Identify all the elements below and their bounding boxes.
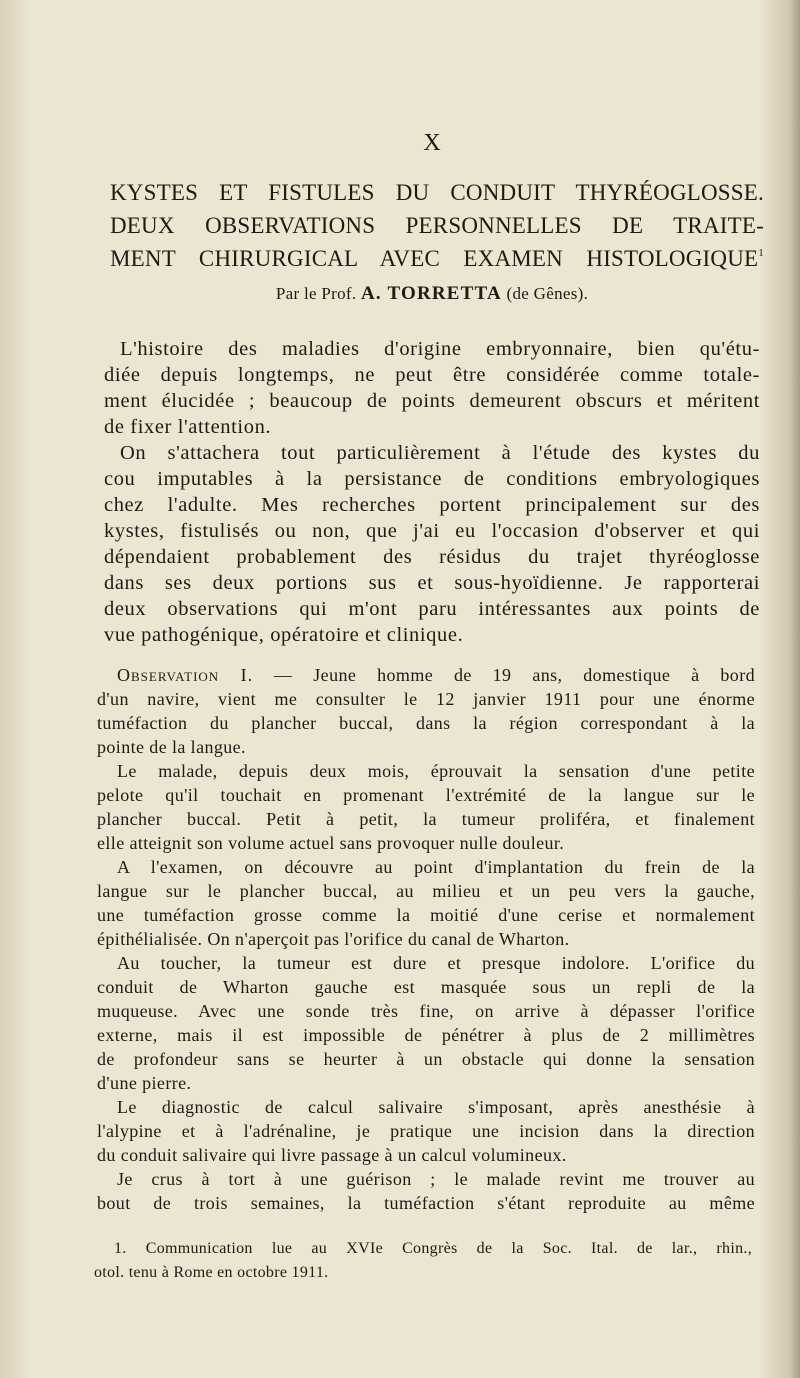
footnote-line: 1. Communication lue au XVIe Congrès de la Soc. Ital. de lar., rhin., (114, 1240, 752, 1257)
observation-line: épithélialisée. On n'aperçoit pas l'orifice du canal de Wharton. (97, 929, 570, 949)
observation-line: Le diagnostic de calcul salivaire s'imposant, après anesthésie à (117, 1097, 755, 1117)
observation-line: Au toucher, la tumeur est dure et presque indolore. L'orifice du (117, 953, 755, 973)
intro-line: dans ses deux portions sus et sous-hyoïdienne. Je rapporterai (104, 572, 760, 594)
observation-line: Le malade, depuis deux mois, éprouvait la sensation d'une petite (117, 761, 755, 781)
observation-line: de profondeur sans se heurter à un obstacle qui donne la sensation (97, 1049, 755, 1069)
intro-line: On s'attachera tout particulièrement à l'étude des kystes du (120, 442, 760, 464)
footnote-line: otol. tenu à Rome en octobre 1911. (94, 1264, 329, 1281)
observation-line: plancher buccal. Petit à petit, la tumeur proliféra, et finalement (97, 809, 755, 829)
observation-line: externe, mais il est impossible de pénétrer à plus de 2 millimètres (97, 1025, 755, 1045)
observation-heading-line (117, 665, 755, 686)
observation-line: tuméfaction du plancher buccal, dans la région correspondant à la (97, 713, 755, 733)
title-line-2: DEUX OBSERVATIONS PERSONNELLES DE TRAITE- (110, 213, 764, 238)
observation-line: d'une pierre. (97, 1073, 192, 1093)
observation-label: Observation I. (117, 665, 254, 685)
author-byline (104, 283, 760, 305)
title-line-3 (110, 246, 764, 272)
observation-line: langue sur le plancher buccal, au milieu et un peu vers la gauche, (97, 881, 755, 901)
observation-line: d'un navire, vient me consulter le 12 janvier 1911 pour une énorme (97, 689, 755, 709)
intro-line: L'histoire des maladies d'origine embryonnaire, bien qu'étu- (120, 338, 760, 360)
chapter-number: X (423, 130, 441, 156)
observation-line: du conduit salivaire qui livre passage à un calcul volumineux. (97, 1145, 567, 1165)
author-suffix: (de Gênes). (501, 284, 589, 303)
observation-line: Je crus à tort à une guérison ; le malade revint me trouver au (117, 1169, 755, 1189)
intro-line: de fixer l'attention. (104, 416, 272, 438)
intro-line: dépendaient probablement des résidus du trajet thyréoglosse (104, 546, 760, 568)
author-prefix: Par le Prof. (275, 284, 361, 303)
observation-line: une tuméfaction grosse comme la moitié d'une cerise et normalement (97, 905, 755, 925)
footnote-reference: 1 (758, 247, 764, 259)
intro-line: ment élucidée ; beaucoup de points demeurent obscurs et méritent (104, 390, 760, 412)
observation-line: muqueuse. Avec une sonde très fine, on arrive à dépasser l'orifice (97, 1001, 755, 1021)
observation-line: A l'examen, on découvre au point d'implantation du frein de la (117, 857, 755, 877)
intro-line: cou imputables à la persistance de conditions embryologiques (104, 468, 760, 490)
author-name: A. TORRETTA (360, 283, 502, 304)
observation-first-line-text: — Jeune homme de 19 ans, domestique à bord (253, 665, 755, 685)
intro-line: chez l'adulte. Mes recherches portent principalement sur des (104, 494, 760, 516)
intro-line: diée depuis longtemps, ne peut être considérée comme totale- (104, 364, 760, 386)
title-line-3-text: MENT CHIRURGICAL AVEC EXAMEN HISTOLOGIQUE (110, 246, 759, 271)
observation-line: pointe de la langue. (97, 737, 246, 757)
observation-line: l'alypine et à l'adrénaline, je pratique une incision dans la direction (97, 1121, 755, 1141)
observation-line: pelote qu'il touchait en promenant l'extrémité de la langue sur le (97, 785, 755, 805)
observation-line: elle atteignit son volume actuel sans provoquer nulle douleur. (97, 833, 565, 853)
observation-line: bout de trois semaines, la tuméfaction s'étant reproduite au même (97, 1193, 755, 1213)
intro-line: deux observations qui m'ont paru intéressantes aux points de (104, 598, 760, 620)
intro-line: vue pathogénique, opératoire et clinique. (104, 624, 464, 646)
intro-line: kystes, fistulisés ou non, que j'ai eu l'occasion d'observer et qui (104, 520, 760, 542)
title-line-1: KYSTES ET FISTULES DU CONDUIT THYRÉOGLOSSE. (110, 180, 764, 205)
observation-line: conduit de Wharton gauche est masquée sous un repli de la (97, 977, 755, 997)
